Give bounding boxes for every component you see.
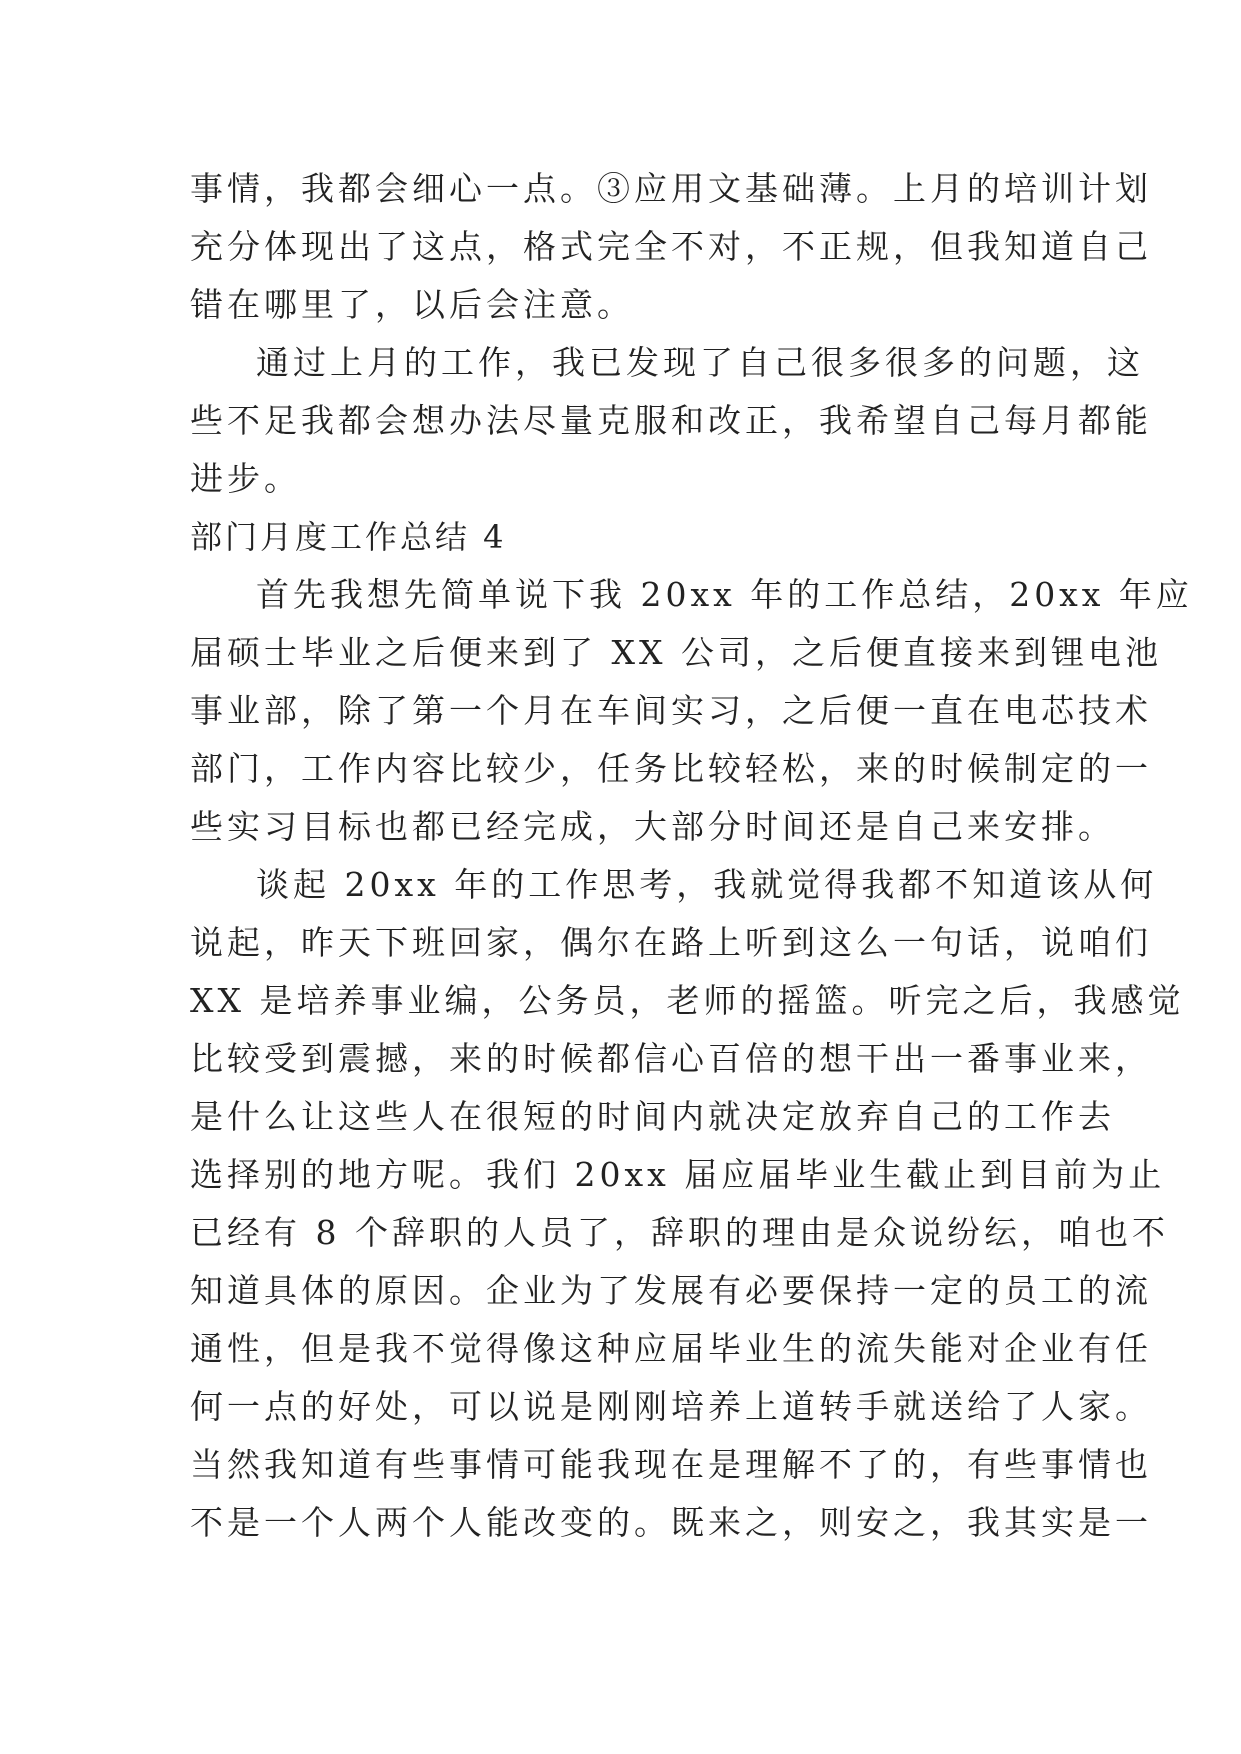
text-line: 部门，工作内容比较少，任务比较轻松，来的时候制定的一 (190, 749, 1152, 788)
text-line: XX 是培养事业编，公务员，老师的摇篮。听完之后，我感觉 (190, 981, 1185, 1020)
text-line: 通过上月的工作，我已发现了自己很多很多的问题，这 (256, 343, 1144, 382)
text-line: 事业部，除了第一个月在车间实习，之后便一直在电芯技术 (190, 691, 1152, 730)
text-line: 知道具体的原因。企业为了发展有必要保持一定的员工的流 (190, 1271, 1152, 1310)
text-line: 进步。 (190, 459, 301, 498)
paragraph-continued (190, 160, 1152, 334)
text-line: 充分体现出了这点，格式完全不对，不正规，但我知道自己 (190, 227, 1152, 266)
text-line: 是什么让这些人在很短的时间内就决定放弃自己的工作去 (190, 1097, 1115, 1136)
text-line: 已经有 8 个辞职的人员了，辞职的理由是众说纷纭，咱也不 (190, 1213, 1169, 1252)
text-line: 说起，昨天下班回家，偶尔在路上听到这么一句话，说咱们 (190, 923, 1152, 962)
text-line: 通性，但是我不觉得像这种应届毕业生的流失能对企业有任 (190, 1329, 1152, 1368)
text-line: 首先我想先简单说下我 20xx 年的工作总结，20xx 年应 (256, 575, 1193, 614)
text-line: 不是一个人两个人能改变的。既来之，则安之，我其实是一 (190, 1503, 1152, 1542)
text-line: 谈起 20xx 年的工作思考，我就觉得我都不知道该从何 (256, 865, 1158, 904)
text-line: 当然我知道有些事情可能我现在是理解不了的，有些事情也 (190, 1445, 1152, 1484)
text-line: 事情，我都会细心一点。③应用文基础薄。上月的培训计划 (190, 169, 1152, 208)
document-body (190, 160, 1193, 1552)
paragraph (190, 566, 1193, 856)
paragraph (190, 334, 1152, 508)
paragraph (190, 856, 1185, 1552)
text-line: 届硕士毕业之后便来到了 XX 公司，之后便直接来到锂电池 (190, 633, 1162, 672)
text-line: 选择别的地方呢。我们 20xx 届应届毕业生截止到目前为止 (190, 1155, 1166, 1194)
text-line: 错在哪里了，以后会注意。 (190, 285, 634, 324)
text-line: 些实习目标也都已经完成，大部分时间还是自己来安排。 (190, 807, 1115, 846)
text-line: 些不足我都会想办法尽量克服和改正，我希望自己每月都能 (190, 401, 1152, 440)
section-heading: 部门月度工作总结 4 (190, 518, 507, 556)
text-line: 何一点的好处，可以说是刚刚培养上道转手就送给了人家。 (190, 1387, 1152, 1426)
text-line: 比较受到震撼，来的时候都信心百倍的想干出一番事业来， (190, 1039, 1152, 1078)
